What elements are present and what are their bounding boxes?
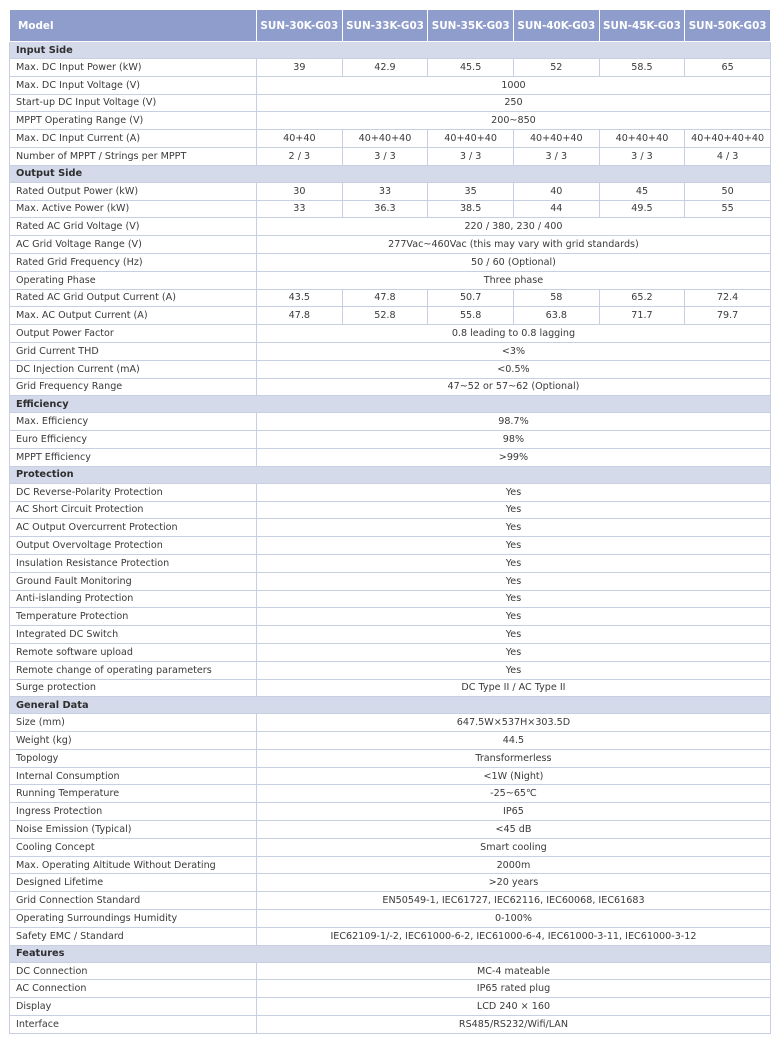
- spec-value: 44: [513, 200, 599, 218]
- spec-value: 52: [513, 59, 599, 77]
- spec-value: 3 / 3: [428, 147, 514, 165]
- spec-row: [10, 572, 771, 590]
- spec-label: Anti-islanding Protection: [10, 590, 257, 608]
- spec-value: Transformerless: [257, 749, 771, 767]
- spec-value: <1W (Night): [257, 767, 771, 785]
- model-header: SUN-45K-G03: [599, 10, 685, 42]
- spec-value: 0.8 leading to 0.8 lagging: [257, 325, 771, 343]
- spec-value: 33: [342, 182, 428, 200]
- spec-label: AC Short Circuit Protection: [10, 501, 257, 519]
- spec-row: [10, 537, 771, 555]
- spec-value: 40: [513, 182, 599, 200]
- spec-row: [10, 608, 771, 626]
- spec-label: AC Grid Voltage Range (V): [10, 236, 257, 254]
- spec-value: 647.5W×537H×303.5D: [257, 714, 771, 732]
- spec-value: Yes: [257, 501, 771, 519]
- spec-value: Yes: [257, 483, 771, 501]
- spec-value: Yes: [257, 554, 771, 572]
- spec-row: [10, 200, 771, 218]
- spec-label: AC Connection: [10, 980, 257, 998]
- spec-value: 250: [257, 94, 771, 112]
- spec-row: [10, 767, 771, 785]
- spec-row: [10, 626, 771, 644]
- spec-label: Ingress Protection: [10, 803, 257, 821]
- section-header-row: [10, 466, 771, 483]
- spec-value: 45: [599, 182, 685, 200]
- spec-value: Yes: [257, 643, 771, 661]
- spec-row: [10, 803, 771, 821]
- spec-row: [10, 679, 771, 697]
- spec-value: EN50549-1, IEC61727, IEC62116, IEC60068, IEC61683: [257, 892, 771, 910]
- spec-value: <45 dB: [257, 821, 771, 839]
- spec-value: >99%: [257, 448, 771, 466]
- spec-label: Max. DC Input Power (kW): [10, 59, 257, 77]
- spec-label: Max. Efficiency: [10, 413, 257, 431]
- spec-label: Remote software upload: [10, 643, 257, 661]
- spec-row: [10, 501, 771, 519]
- spec-value: 50: [685, 182, 771, 200]
- spec-row: [10, 519, 771, 537]
- spec-value: 0-100%: [257, 910, 771, 928]
- section-title: Efficiency: [10, 396, 771, 413]
- spec-value: 50 / 60 (Optional): [257, 253, 771, 271]
- spec-label: MPPT Operating Range (V): [10, 112, 257, 130]
- spec-value: 40+40: [257, 130, 343, 148]
- spec-row: [10, 554, 771, 572]
- spec-value: 39: [257, 59, 343, 77]
- spec-row: [10, 307, 771, 325]
- section-header-row: [10, 396, 771, 413]
- section-title: Output Side: [10, 165, 771, 182]
- spec-label: Temperature Protection: [10, 608, 257, 626]
- spec-label: Surge protection: [10, 679, 257, 697]
- spec-value: 72.4: [685, 289, 771, 307]
- spec-label: Interface: [10, 1016, 257, 1034]
- spec-label: Insulation Resistance Protection: [10, 554, 257, 572]
- spec-row: [10, 378, 771, 396]
- spec-row: [10, 448, 771, 466]
- spec-label: Internal Consumption: [10, 767, 257, 785]
- spec-row: [10, 874, 771, 892]
- model-column-header: Model: [10, 10, 257, 42]
- spec-value: 3 / 3: [513, 147, 599, 165]
- spec-row: [10, 342, 771, 360]
- spec-value: 52.8: [342, 307, 428, 325]
- spec-value: 47~52 or 57~62 (Optional): [257, 378, 771, 396]
- spec-value: Smart cooling: [257, 838, 771, 856]
- spec-label: Max. Active Power (kW): [10, 200, 257, 218]
- spec-value: 47.8: [342, 289, 428, 307]
- section-header-row: [10, 945, 771, 962]
- model-header: SUN-40K-G03: [513, 10, 599, 42]
- spec-value: 2000m: [257, 856, 771, 874]
- spec-row: [10, 643, 771, 661]
- spec-label: MPPT Efficiency: [10, 448, 257, 466]
- spec-row: [10, 910, 771, 928]
- spec-label: Weight (kg): [10, 732, 257, 750]
- spec-label: Grid Current THD: [10, 342, 257, 360]
- spec-label: Ground Fault Monitoring: [10, 572, 257, 590]
- spec-row: [10, 94, 771, 112]
- spec-row: [10, 856, 771, 874]
- spec-value: 4 / 3: [685, 147, 771, 165]
- spec-label: Safety EMC / Standard: [10, 927, 257, 945]
- spec-label: Grid Frequency Range: [10, 378, 257, 396]
- spec-label: Remote change of operating parameters: [10, 661, 257, 679]
- spec-label: Output Power Factor: [10, 325, 257, 343]
- spec-value: 63.8: [513, 307, 599, 325]
- spec-value: 40+40+40+40: [685, 130, 771, 148]
- spec-label: Rated Output Power (kW): [10, 182, 257, 200]
- spec-row: [10, 76, 771, 94]
- spec-value: -25~65℃: [257, 785, 771, 803]
- spec-value: Yes: [257, 626, 771, 644]
- spec-label: Max. DC Input Current (A): [10, 130, 257, 148]
- spec-row: [10, 980, 771, 998]
- spec-label: Rated AC Grid Output Current (A): [10, 289, 257, 307]
- spec-value: 3 / 3: [342, 147, 428, 165]
- spec-label: Noise Emission (Typical): [10, 821, 257, 839]
- spec-value: Yes: [257, 537, 771, 555]
- spec-label: Number of MPPT / Strings per MPPT: [10, 147, 257, 165]
- model-header: SUN-33K-G03: [342, 10, 428, 42]
- spec-value: 35: [428, 182, 514, 200]
- model-header: SUN-35K-G03: [428, 10, 514, 42]
- spec-row: [10, 147, 771, 165]
- spec-row: [10, 785, 771, 803]
- spec-value: 40+40+40: [428, 130, 514, 148]
- spec-value: LCD 240 × 160: [257, 998, 771, 1016]
- spec-value: IP65 rated plug: [257, 980, 771, 998]
- spec-label: Max. Operating Altitude Without Derating: [10, 856, 257, 874]
- spec-label: Max. DC Input Voltage (V): [10, 76, 257, 94]
- spec-value: <3%: [257, 342, 771, 360]
- spec-row: [10, 271, 771, 289]
- spec-value: Three phase: [257, 271, 771, 289]
- spec-row: [10, 112, 771, 130]
- spec-row: [10, 253, 771, 271]
- spec-value: 71.7: [599, 307, 685, 325]
- spec-value: IEC62109-1/-2, IEC61000-6-2, IEC61000-6-4, IEC61000-3-11, IEC61000-3-12: [257, 927, 771, 945]
- spec-label: Topology: [10, 749, 257, 767]
- spec-row: [10, 483, 771, 501]
- spec-row: [10, 962, 771, 980]
- spec-row: [10, 130, 771, 148]
- spec-value: 65: [685, 59, 771, 77]
- spec-row: [10, 360, 771, 378]
- spec-value: 98.7%: [257, 413, 771, 431]
- model-header: SUN-50K-G03: [685, 10, 771, 42]
- spec-value: 42.9: [342, 59, 428, 77]
- section-title: Features: [10, 945, 771, 962]
- spec-row: [10, 732, 771, 750]
- spec-label: Max. AC Output Current (A): [10, 307, 257, 325]
- spec-row: [10, 1016, 771, 1034]
- spec-value: 1000: [257, 76, 771, 94]
- spec-label: Rated Grid Frequency (Hz): [10, 253, 257, 271]
- spec-label: AC Output Overcurrent Protection: [10, 519, 257, 537]
- spec-value: 49.5: [599, 200, 685, 218]
- spec-row: [10, 749, 771, 767]
- spec-value: RS485/RS232/Wifi/LAN: [257, 1016, 771, 1034]
- spec-row: [10, 998, 771, 1016]
- spec-value: 40+40+40: [599, 130, 685, 148]
- spec-row: [10, 325, 771, 343]
- model-header: SUN-30K-G03: [257, 10, 343, 42]
- spec-label: DC Injection Current (mA): [10, 360, 257, 378]
- spec-value: Yes: [257, 608, 771, 626]
- spec-row: [10, 927, 771, 945]
- spec-value: 2 / 3: [257, 147, 343, 165]
- spec-label: Designed Lifetime: [10, 874, 257, 892]
- spec-row: [10, 821, 771, 839]
- spec-value: 40+40+40: [513, 130, 599, 148]
- spec-label: Rated AC Grid Voltage (V): [10, 218, 257, 236]
- spec-value: 50.7: [428, 289, 514, 307]
- spec-row: [10, 431, 771, 449]
- spec-label: Operating Phase: [10, 271, 257, 289]
- section-header-row: [10, 165, 771, 182]
- spec-label: Display: [10, 998, 257, 1016]
- spec-value: 58: [513, 289, 599, 307]
- spec-value: 55: [685, 200, 771, 218]
- spec-label: Output Overvoltage Protection: [10, 537, 257, 555]
- spec-row: [10, 838, 771, 856]
- spec-value: >20 years: [257, 874, 771, 892]
- spec-value: 277Vac~460Vac (this may vary with grid standards): [257, 236, 771, 254]
- spec-value: 55.8: [428, 307, 514, 325]
- spec-value: IP65: [257, 803, 771, 821]
- spec-value: Yes: [257, 519, 771, 537]
- spec-value: Yes: [257, 572, 771, 590]
- spec-value: 3 / 3: [599, 147, 685, 165]
- spec-value: 65.2: [599, 289, 685, 307]
- spec-value: 38.5: [428, 200, 514, 218]
- spec-value: 40+40+40: [342, 130, 428, 148]
- spec-row: [10, 218, 771, 236]
- spec-row: [10, 661, 771, 679]
- spec-body: [10, 42, 771, 1034]
- spec-row: [10, 413, 771, 431]
- spec-value: MC-4 mateable: [257, 962, 771, 980]
- spec-value: DC Type II / AC Type II: [257, 679, 771, 697]
- spec-value: 43.5: [257, 289, 343, 307]
- spec-value: 33: [257, 200, 343, 218]
- spec-value: 98%: [257, 431, 771, 449]
- section-header-row: [10, 697, 771, 714]
- spec-value: 44.5: [257, 732, 771, 750]
- spec-label: Grid Connection Standard: [10, 892, 257, 910]
- header-row: [10, 10, 771, 42]
- spec-value: Yes: [257, 590, 771, 608]
- spec-label: DC Connection: [10, 962, 257, 980]
- spec-value: <0.5%: [257, 360, 771, 378]
- spec-value: 58.5: [599, 59, 685, 77]
- section-header-row: [10, 42, 771, 59]
- spec-value: 47.8: [257, 307, 343, 325]
- spec-label: Integrated DC Switch: [10, 626, 257, 644]
- spec-value: 30: [257, 182, 343, 200]
- spec-value: 45.5: [428, 59, 514, 77]
- spec-value: 220 / 380, 230 / 400: [257, 218, 771, 236]
- section-title: Input Side: [10, 42, 771, 59]
- section-title: Protection: [10, 466, 771, 483]
- spec-row: [10, 59, 771, 77]
- spec-row: [10, 182, 771, 200]
- spec-row: [10, 714, 771, 732]
- spec-label: Size (mm): [10, 714, 257, 732]
- spec-row: [10, 892, 771, 910]
- spec-label: DC Reverse-Polarity Protection: [10, 483, 257, 501]
- spec-sheet: [9, 9, 770, 1034]
- spec-table: [9, 9, 771, 1034]
- spec-value: 200~850: [257, 112, 771, 130]
- spec-value: Yes: [257, 661, 771, 679]
- spec-value: 79.7: [685, 307, 771, 325]
- spec-row: [10, 590, 771, 608]
- spec-row: [10, 289, 771, 307]
- spec-row: [10, 236, 771, 254]
- spec-label: Euro Efficiency: [10, 431, 257, 449]
- spec-label: Start-up DC Input Voltage (V): [10, 94, 257, 112]
- spec-label: Operating Surroundings Humidity: [10, 910, 257, 928]
- section-title: General Data: [10, 697, 771, 714]
- spec-label: Cooling Concept: [10, 838, 257, 856]
- spec-value: 36.3: [342, 200, 428, 218]
- spec-label: Running Temperature: [10, 785, 257, 803]
